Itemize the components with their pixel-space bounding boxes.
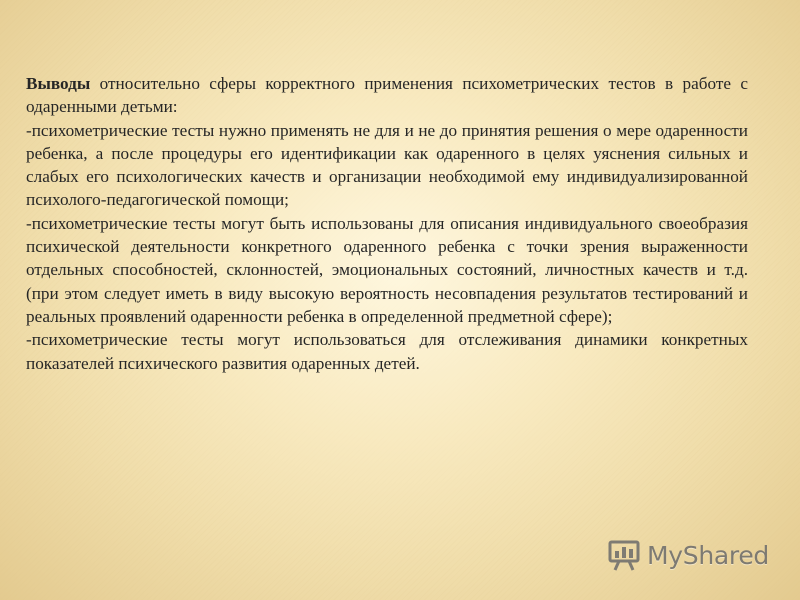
conclusion-item-3: -психометрические тесты могут использоваться для отслеживания динамики конкретных показателей психического развития одаренных детей. — [26, 330, 748, 373]
watermark-text: MyShared — [647, 540, 769, 570]
lead-text: относительно сферы корректного применения психометрических тестов в работе с одаренными детьми: — [26, 74, 748, 117]
presentation-board-icon — [607, 538, 641, 572]
lead-heading: Выводы — [26, 74, 91, 93]
conclusion-item-1: -психометрические тесты нужно применять не для и не до принятия решения о мере одаренности ребенка, а после процедуры его идентификации как одаренного в целях уяснения сильных и слабых его психологических качеств и организации необходимой ему индивидуализированной психолого-педагогической помощи; — [26, 120, 748, 210]
intro-paragraph — [26, 72, 748, 119]
slide-body — [26, 72, 748, 375]
watermark-logo — [607, 535, 767, 575]
conclusion-item-2: -психометрические тесты могут быть использованы для описания индивидуального своеобразия психической деятельности конкретного одаренного ребенка с точки зрения выраженности отдельных способностей, склонностей, эмоциональных состояний, личностных качеств и т.д. (при этом следует иметь в виду высокую вероятность несовпадения результатов тестирований и реальных проявлений одаренности ребенка в определенной предметной сфере); — [26, 213, 748, 326]
